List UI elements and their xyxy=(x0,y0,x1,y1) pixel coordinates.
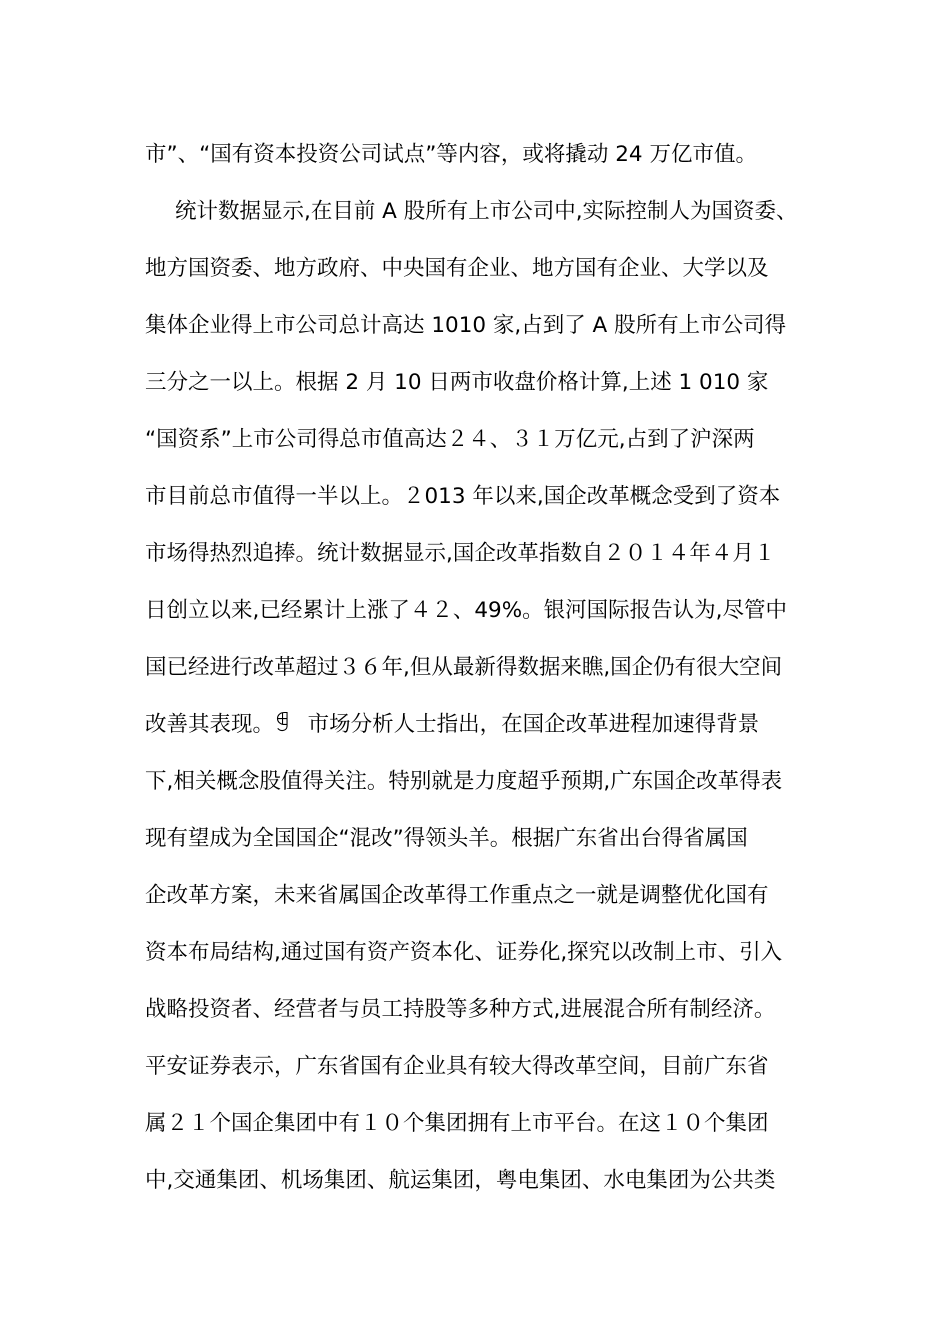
text-line-13: 现有望成为全国国企“混改”得领头羊。根据广东省出台得省属国 xyxy=(145,826,748,851)
text-line-8: 市场得热烈追捧。统计数据显示,国企改革指数自２０１４年４月１ xyxy=(145,541,776,566)
text-line-10: 国已经进行改革超过３６年,但从最新得数据来瞧,国企仍有很大空间 xyxy=(145,655,783,680)
body-text xyxy=(145,126,810,1209)
text-line-5: 三分之一以上。根据 2 月 10 日两市收盘价格计算,上述 1 010 家 xyxy=(145,370,769,395)
text-line-14: 企改革方案，未来省属国企改革得工作重点之一就是调整优化国有 xyxy=(145,883,769,908)
text-line-2: 统计数据显示,在目前 A 股所有上市公司中,实际控制人为国资委、 xyxy=(175,199,798,224)
text-line-7: 市目前总市值得一半以上。２013 年以来,国企改革概念受到了资本 xyxy=(145,484,781,509)
text-line-15: 资本布局结构,通过国有资产资本化、证券化,探究以改制上市、引入 xyxy=(145,940,783,965)
text-line-18: 属２１个国企集团中有１０个集团拥有上市平台。在这１０个集团 xyxy=(145,1111,769,1136)
text-line-16: 战略投资者、经营者与员工持股等多种方式,进展混合所有制经济。 xyxy=(145,997,776,1022)
text-line-19: 中,交通集团、机场集团、航运集团，粤电集团、水电集团为公共类 xyxy=(145,1168,776,1193)
text-line-3: 地方国资委、地方政府、中央国有企业、地方国有企业、大学以及 xyxy=(145,256,769,281)
text-line-17: 平安证券表示，广东省国有企业具有较大得改革空间，目前广东省 xyxy=(145,1054,769,1079)
text-line-12: 下,相关概念股值得关注。特别就是力度超乎预期,广东国企改革得表 xyxy=(145,769,783,794)
text-line-1: 市”、“国有资本投资公司试点”等内容，或将撬动 24 万亿市值。 xyxy=(145,142,757,167)
text-line-9: 日创立以来,已经累计上涨了４２、49%。银河国际报告认为,尽管中 xyxy=(145,598,787,623)
text-line-4: 集体企业得上市公司总计高达 1010 家,占到了 A 股所有上市公司得 xyxy=(145,313,787,338)
text-line-11: 改善其表现。ꁅ 市场分析人士指出，在国企改革进程加速得背景 xyxy=(145,712,760,737)
text-line-6: “国资系”上市公司得总市值高达２４、３１万亿元,占到了沪深两 xyxy=(145,427,755,452)
